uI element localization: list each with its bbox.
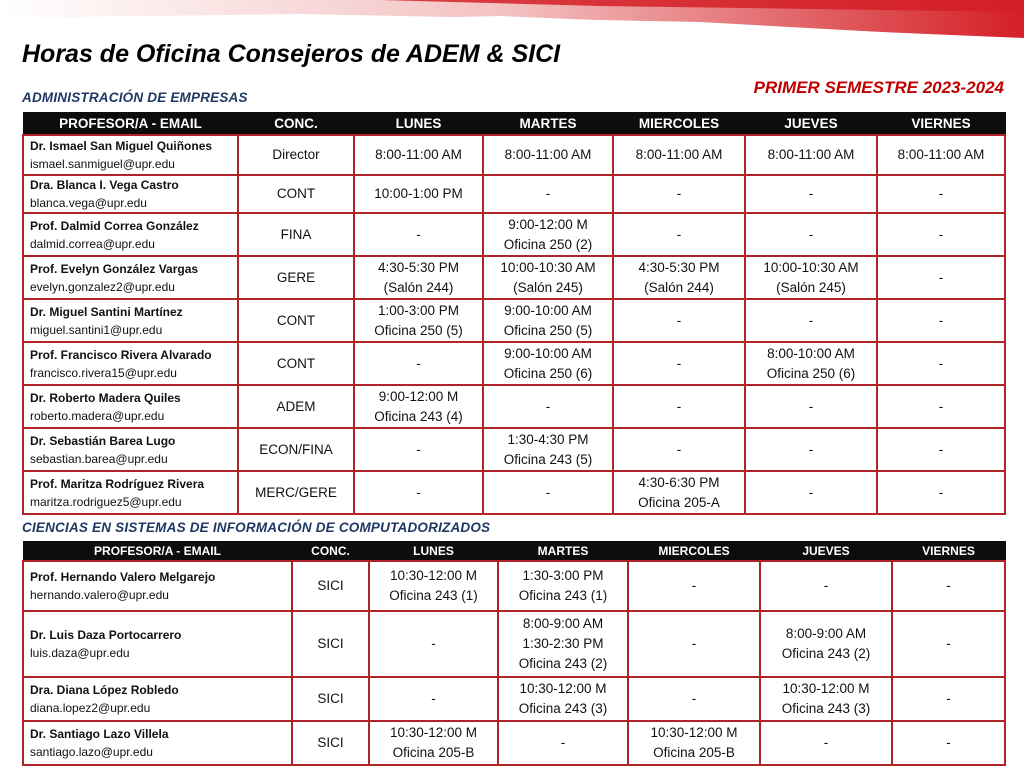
hours-text: - — [676, 186, 682, 201]
hours-text: (Salón 244) — [644, 279, 714, 295]
hours-cell-martes — [483, 299, 613, 342]
hours-cell-lunes — [369, 611, 498, 677]
hours-cell-jueves — [760, 721, 892, 765]
hours-text: 10:00-10:30 AM — [763, 259, 859, 275]
column-header: CONC. — [292, 542, 369, 562]
hours-text: - — [938, 269, 944, 285]
hours-cell-martes — [483, 342, 613, 385]
hours-cell-miercoles — [628, 561, 760, 611]
column-header: JUEVES — [745, 113, 877, 136]
professor-cell — [23, 561, 292, 611]
professor-email: roberto.madera@upr.edu — [30, 408, 165, 423]
hours-text: - — [676, 226, 682, 242]
professor-cell — [23, 721, 292, 765]
concentration-cell: FINA — [238, 213, 354, 256]
hours-text: - — [560, 735, 566, 750]
hours-cell-miercoles — [613, 175, 745, 213]
professor-name: Dr. Roberto Madera Quiles — [30, 390, 181, 405]
column-header: VIERNES — [892, 542, 1005, 562]
table-row — [23, 299, 1005, 342]
hours-text: - — [545, 186, 551, 201]
hours-text: - — [938, 312, 944, 328]
hours-text: (Salón 245) — [513, 279, 583, 295]
table-row — [23, 611, 1005, 677]
column-header: LUNES — [369, 542, 498, 562]
hours-cell-jueves — [745, 135, 877, 175]
hours-text: Oficina 243 (4) — [374, 408, 463, 424]
hours-cell-lunes — [369, 721, 498, 765]
hours-text: Oficina 243 (5) — [503, 451, 593, 467]
hours-cell-miercoles — [613, 213, 745, 256]
table-row — [23, 428, 1005, 471]
table-row — [23, 342, 1005, 385]
hours-text: - — [416, 484, 421, 500]
hours-text: 1:30-4:30 PM — [507, 431, 589, 447]
professor-email: ismael.sanmiguel@upr.edu — [30, 157, 175, 171]
hours-text: - — [946, 636, 951, 651]
hours-text: Oficina 205-B — [392, 745, 475, 760]
professor-name: Dr. Luis Daza Portocarrero — [30, 628, 182, 642]
hours-text: - — [946, 691, 951, 706]
semester-label: PRIMER SEMESTRE 2023-2024 — [753, 78, 1004, 97]
hours-text: 8:00-9:00 AM — [785, 626, 867, 641]
column-header: PROFESOR/A - EMAIL — [23, 542, 292, 562]
hours-cell-viernes — [877, 213, 1005, 256]
column-header: PROFESOR/A - EMAIL — [23, 113, 238, 136]
hours-cell-miercoles — [628, 677, 760, 721]
hours-cell-miercoles — [628, 721, 760, 765]
concentration-cell: SICI — [292, 677, 369, 721]
hours-cell-martes — [483, 385, 613, 428]
hours-cell-lunes — [354, 256, 483, 299]
table-row — [23, 471, 1005, 514]
concentration-cell: CONT — [238, 175, 354, 213]
hours-cell-lunes — [369, 677, 498, 721]
hours-text: 10:30-12:00 M — [389, 725, 478, 740]
concentration-cell: CONT — [238, 342, 354, 385]
hours-text: - — [676, 355, 682, 371]
hours-cell-martes — [498, 611, 628, 677]
hours-text: 8:00-11:00 AM — [897, 147, 985, 162]
hours-text: 10:30-12:00 M — [650, 725, 738, 740]
page-title: Horas de Oficina Consejeros de ADEM & SICI — [22, 40, 561, 68]
schedule-table-adem — [22, 112, 1006, 515]
hours-text: - — [938, 226, 944, 242]
hours-cell-viernes — [877, 342, 1005, 385]
hours-text: 8:00-9:00 AM — [522, 616, 604, 631]
hours-cell-martes — [483, 175, 613, 213]
hours-text: Oficina 243 (1) — [518, 588, 608, 603]
concentration-cell: GERE — [238, 256, 354, 299]
hours-cell-lunes — [354, 471, 483, 514]
column-header: MARTES — [483, 113, 613, 136]
hours-cell-jueves — [745, 213, 877, 256]
hours-text: - — [938, 441, 944, 457]
hours-text: - — [416, 226, 421, 242]
hours-cell-lunes — [354, 342, 483, 385]
hours-text: - — [808, 312, 814, 328]
hours-cell-martes — [498, 721, 628, 765]
table-header-row — [23, 113, 1005, 136]
hours-text: - — [545, 398, 551, 414]
hours-cell-viernes — [877, 385, 1005, 428]
hours-text: Oficina 243 (2) — [518, 656, 608, 671]
hours-cell-lunes — [354, 213, 483, 256]
table-row — [23, 175, 1005, 213]
hours-cell-jueves — [760, 561, 892, 611]
hours-cell-jueves — [760, 677, 892, 721]
professor-name: Dra. Blanca I. Vega Castro — [30, 178, 179, 192]
hours-cell-lunes — [354, 428, 483, 471]
hours-cell-lunes — [354, 385, 483, 428]
hours-cell-viernes — [877, 428, 1005, 471]
professor-cell — [23, 299, 238, 342]
hours-text: - — [946, 735, 951, 750]
professor-name: Prof. Francisco Rivera Alvarado — [30, 347, 212, 362]
hours-cell-martes — [483, 213, 613, 256]
hours-text: - — [431, 636, 436, 651]
hours-text: 8:00-10:00 AM — [767, 345, 855, 361]
hours-text: - — [676, 441, 682, 457]
hours-cell-viernes — [892, 677, 1005, 721]
hours-cell-martes — [483, 471, 613, 514]
hours-cell-jueves — [745, 342, 877, 385]
professor-email: sebastian.barea@upr.edu — [30, 451, 168, 466]
professor-cell — [23, 175, 238, 213]
concentration-cell: SICI — [292, 721, 369, 765]
column-header: JUEVES — [760, 542, 892, 562]
hours-text: Oficina 243 (3) — [518, 701, 608, 716]
professor-cell — [23, 611, 292, 677]
hours-text: Oficina 250 (6) — [766, 365, 856, 381]
hours-text: - — [938, 186, 944, 201]
hours-text: - — [808, 441, 814, 457]
hours-cell-jueves — [760, 611, 892, 677]
hours-cell-miercoles — [613, 428, 745, 471]
concentration-cell: CONT — [238, 299, 354, 342]
hours-text: 8:00-11:00 AM — [504, 147, 592, 162]
column-header: CONC. — [238, 113, 354, 136]
professor-cell — [23, 256, 238, 299]
hours-cell-viernes — [892, 611, 1005, 677]
hours-text: (Salón 245) — [776, 279, 846, 295]
hours-text: 4:30-6:30 PM — [638, 474, 720, 490]
hours-cell-viernes — [877, 256, 1005, 299]
professor-name: Prof. Hernando Valero Melgarejo — [30, 570, 216, 584]
professor-name: Dr. Sebastián Barea Lugo — [30, 433, 176, 448]
hours-cell-miercoles — [613, 299, 745, 342]
hours-cell-martes — [498, 561, 628, 611]
professor-cell — [23, 213, 238, 256]
professor-email: miguel.santini1@upr.edu — [30, 322, 163, 337]
column-header: MIERCOLES — [613, 113, 745, 136]
hours-text: 10:30-12:00 M — [389, 568, 478, 583]
hours-cell-jueves — [745, 428, 877, 471]
concentration-cell: SICI — [292, 611, 369, 677]
hours-cell-miercoles — [613, 471, 745, 514]
hours-text: 8:00-11:00 AM — [635, 147, 723, 162]
professor-name: Prof. Evelyn González Vargas — [30, 261, 199, 276]
professor-email: hernando.valero@upr.edu — [30, 588, 169, 602]
professor-email: santiago.lazo@upr.edu — [30, 745, 153, 759]
hours-cell-viernes — [877, 135, 1005, 175]
hours-cell-jueves — [745, 175, 877, 213]
hours-text: Oficina 243 (3) — [781, 701, 871, 716]
hours-text: 10:00-10:30 AM — [500, 259, 596, 275]
professor-name: Dr. Miguel Santini Martínez — [30, 304, 183, 319]
hours-cell-martes — [483, 256, 613, 299]
concentration-cell: ECON/FINA — [238, 428, 354, 471]
hours-cell-martes — [498, 677, 628, 721]
hours-text: - — [823, 578, 829, 593]
hours-cell-viernes — [892, 721, 1005, 765]
hours-cell-miercoles — [613, 135, 745, 175]
hours-text: - — [808, 186, 814, 201]
professor-email: blanca.vega@upr.edu — [30, 196, 147, 210]
hours-cell-lunes — [354, 175, 483, 213]
hours-text: Oficina 250 (2) — [503, 236, 593, 252]
professor-cell — [23, 342, 238, 385]
hours-text: 8:00-11:00 AM — [375, 147, 462, 162]
table-header-row — [23, 542, 1005, 562]
table-row — [23, 721, 1005, 765]
professor-email: luis.daza@upr.edu — [30, 646, 130, 660]
hours-text: - — [676, 398, 682, 414]
professor-cell — [23, 135, 238, 175]
hours-text: - — [416, 355, 421, 371]
hours-text: Oficina 250 (6) — [503, 365, 593, 381]
hours-text: 9:00-10:00 AM — [504, 302, 592, 318]
hours-text: 1:00-3:00 PM — [377, 302, 460, 318]
hours-text: - — [416, 441, 421, 457]
column-header: MARTES — [498, 542, 628, 562]
professor-email: diana.lopez2@upr.edu — [30, 701, 151, 715]
professor-email: francisco.rivera15@upr.edu — [30, 365, 177, 380]
hours-cell-lunes — [354, 135, 483, 175]
hours-cell-viernes — [892, 561, 1005, 611]
column-header: LUNES — [354, 113, 483, 136]
professor-cell — [23, 677, 292, 721]
hours-text: - — [808, 398, 814, 414]
hours-text: Oficina 250 (5) — [503, 322, 593, 338]
hours-text: - — [823, 735, 829, 750]
professor-name: Dr. Santiago Lazo Villela — [30, 727, 169, 741]
table-row — [23, 135, 1005, 175]
hours-text: 10:30-12:00 M — [782, 681, 870, 696]
section-title-adem: ADMINISTRACIÓN DE EMPRESAS — [22, 90, 248, 105]
hours-cell-jueves — [745, 256, 877, 299]
hours-text: 1:30-2:30 PM — [522, 636, 604, 651]
hours-text: - — [946, 578, 951, 593]
hours-text: - — [691, 578, 697, 593]
schedule-table-sici — [22, 541, 1006, 766]
professor-name: Dra. Diana López Robledo — [30, 683, 179, 697]
table-row — [23, 213, 1005, 256]
hours-text: 8:00-11:00 AM — [767, 147, 855, 162]
concentration-cell: Director — [238, 135, 354, 175]
hours-cell-lunes — [354, 299, 483, 342]
hours-text: - — [808, 484, 814, 500]
table-row — [23, 256, 1005, 299]
table-row — [23, 677, 1005, 721]
hours-text: - — [808, 226, 814, 242]
hours-cell-jueves — [745, 299, 877, 342]
hours-text: 4:30-5:30 PM — [638, 259, 720, 275]
hours-text: - — [545, 484, 551, 500]
hours-text: Oficina 205-B — [653, 745, 735, 760]
hours-text: 4:30-5:30 PM — [377, 259, 460, 275]
professor-email: maritza.rodriguez5@upr.edu — [30, 494, 182, 509]
table-body — [23, 561, 1005, 765]
hours-text: - — [691, 691, 697, 706]
hours-text: Oficina 250 (5) — [374, 322, 463, 338]
concentration-cell: ADEM — [238, 385, 354, 428]
professor-cell — [23, 385, 238, 428]
hours-text: - — [431, 691, 436, 706]
hours-cell-miercoles — [613, 385, 745, 428]
hours-cell-jueves — [745, 385, 877, 428]
hours-text: Oficina 243 (2) — [781, 646, 871, 661]
professor-cell — [23, 471, 238, 514]
hours-text: - — [938, 355, 944, 371]
professor-cell — [23, 428, 238, 471]
professor-email: evelyn.gonzalez2@upr.edu — [30, 279, 175, 294]
hours-text: Oficina 205-A — [638, 494, 720, 510]
concentration-cell: SICI — [292, 561, 369, 611]
hours-cell-miercoles — [628, 611, 760, 677]
hours-text: 1:30-3:00 PM — [522, 568, 604, 583]
hours-text: 9:00-12:00 M — [378, 388, 459, 404]
column-header: MIERCOLES — [628, 542, 760, 562]
concentration-cell: MERC/GERE — [238, 471, 354, 514]
hours-text: - — [938, 484, 944, 500]
hours-cell-viernes — [877, 299, 1005, 342]
hours-text: 9:00-10:00 AM — [504, 345, 592, 361]
hours-cell-jueves — [745, 471, 877, 514]
hours-text: - — [691, 636, 697, 651]
hours-text: 9:00-12:00 M — [508, 216, 588, 232]
table-row — [23, 385, 1005, 428]
hours-cell-viernes — [877, 471, 1005, 514]
hours-cell-miercoles — [613, 342, 745, 385]
hours-text: 10:00-1:00 PM — [374, 186, 463, 201]
hours-text: 10:30-12:00 M — [519, 681, 607, 696]
hours-text: (Salón 244) — [383, 279, 454, 295]
hours-cell-viernes — [877, 175, 1005, 213]
professor-name: Prof. Dalmid Correa González — [30, 218, 199, 233]
hours-text: - — [938, 398, 944, 414]
table-body — [23, 135, 1005, 514]
professor-name: Prof. Maritza Rodríguez Rivera — [30, 476, 205, 491]
column-header: VIERNES — [877, 113, 1005, 136]
hours-text: - — [676, 312, 682, 328]
section-title-sici: CIENCIAS EN SISTEMAS DE INFORMACIÓN DE COMPUTADORIZADOS — [22, 520, 491, 535]
professor-name: Dr. Ismael San Miguel Quiñones — [30, 139, 213, 153]
hours-cell-miercoles — [613, 256, 745, 299]
hours-text: Oficina 243 (1) — [389, 588, 478, 603]
table-row — [23, 561, 1005, 611]
hours-cell-lunes — [369, 561, 498, 611]
hours-cell-martes — [483, 135, 613, 175]
hours-cell-martes — [483, 428, 613, 471]
professor-email: dalmid.correa@upr.edu — [30, 236, 155, 251]
